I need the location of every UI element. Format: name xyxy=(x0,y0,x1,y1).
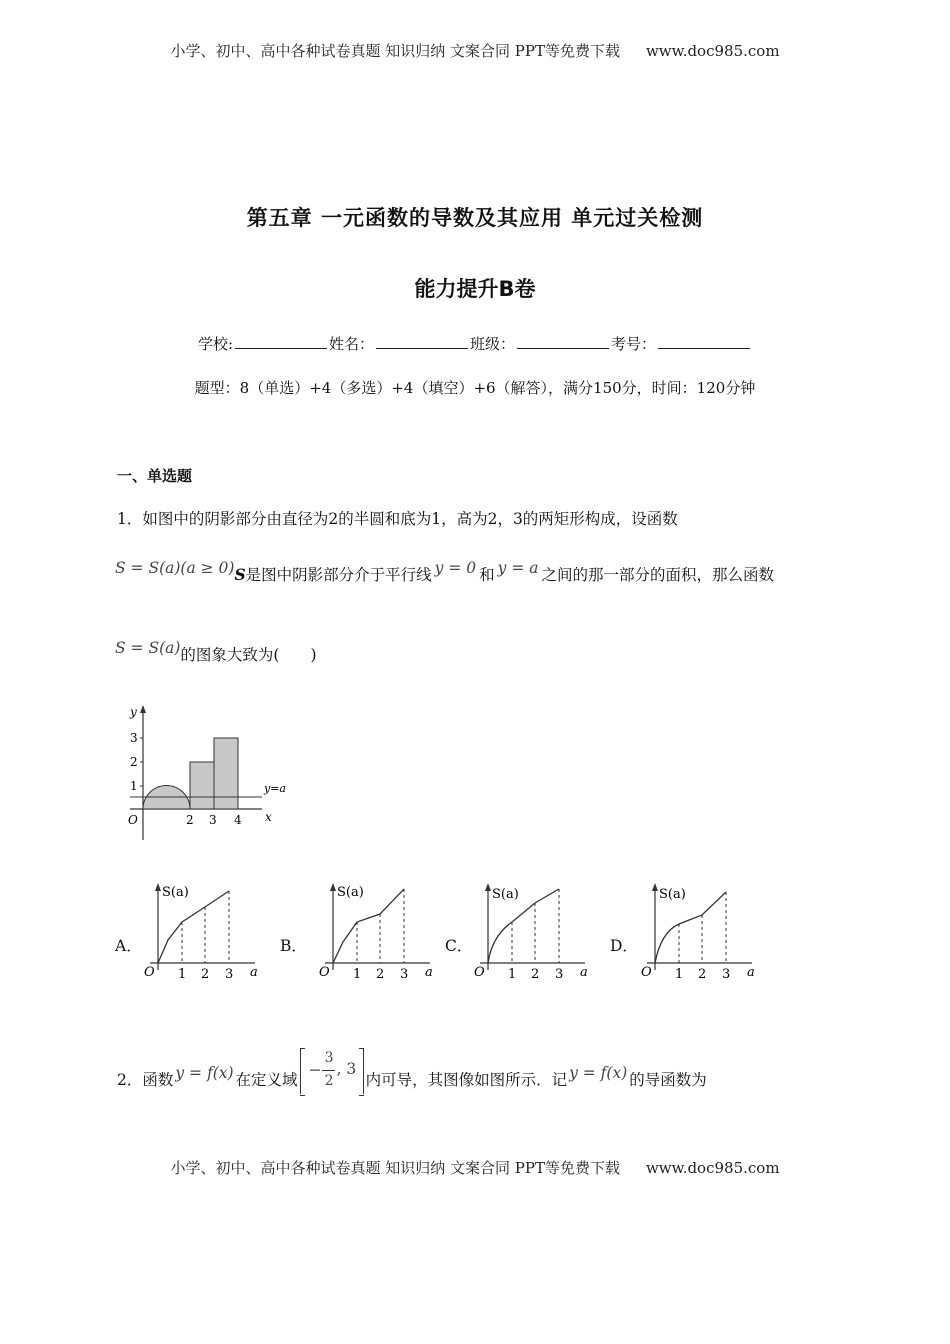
opt-d-tick-3: 3 xyxy=(722,967,731,982)
option-c-graph[interactable] xyxy=(470,880,600,982)
opt-b-xlabel: a xyxy=(425,965,433,980)
school-label: 学校: xyxy=(197,335,233,353)
page-title: 第五章 一元函数的导数及其应用 单元过关检测 xyxy=(246,206,704,230)
opt-d-tick-1: 1 xyxy=(675,967,684,982)
footer-site[interactable]: www.doc985.com xyxy=(645,1159,780,1177)
section-heading: 一、单选题 xyxy=(117,467,193,485)
opt-d-y-arrow xyxy=(652,883,658,891)
q1-figure xyxy=(112,700,302,845)
q2-line1 xyxy=(117,1050,707,1104)
opt-c-y-arrow xyxy=(485,883,491,891)
page-header xyxy=(0,40,950,61)
figure-y-tick-label-2: 2 xyxy=(130,755,138,769)
q1-s-var: S xyxy=(234,565,246,584)
student-info-line xyxy=(0,333,950,354)
opt-b-y-arrow xyxy=(330,883,336,891)
opt-b-tick-2: 2 xyxy=(376,967,385,982)
q2-bracket-right xyxy=(359,1048,364,1096)
opt-b-curve xyxy=(333,889,404,963)
figure-y-arrow xyxy=(140,705,146,713)
opt-c-tick-2: 2 xyxy=(531,967,540,982)
opt-b-origin: O xyxy=(319,965,330,980)
page-subtitle: 能力提升B卷 xyxy=(414,277,536,301)
q2-text3: 的导函数为 xyxy=(629,1071,707,1089)
q1-math-ya: y = a xyxy=(497,559,539,577)
q1-line3 xyxy=(115,639,317,665)
figure-y-tick-label-3: 3 xyxy=(130,731,138,745)
class-label: 班级： xyxy=(470,335,516,353)
q2-interval xyxy=(300,1048,364,1094)
q1-math-y0: y = 0 xyxy=(434,559,477,577)
opt-c-tick-1: 1 xyxy=(508,967,517,982)
q1-text-and: 和 xyxy=(479,566,495,584)
figure-line-label: y=a xyxy=(264,782,286,795)
opt-a-xlabel: a xyxy=(250,965,258,980)
figure-x-label: x xyxy=(265,810,272,824)
q1-math-s2: S = S(a) xyxy=(115,639,181,657)
opt-a-y-arrow xyxy=(155,883,161,891)
figure-x-tick-label-2: 2 xyxy=(186,813,194,827)
q1-line2 xyxy=(115,559,775,585)
q2-text2: 内可导，其图像如图所示．记 xyxy=(365,1071,568,1089)
option-b-label[interactable]: B． xyxy=(280,937,307,955)
figure-x-tick-label-4: 4 xyxy=(234,813,242,827)
opt-b-tick-1: 1 xyxy=(353,967,362,982)
class-blank[interactable] xyxy=(517,334,609,349)
opt-a-tick-3: 3 xyxy=(225,967,234,982)
q2-text1: 在定义域 xyxy=(235,1071,298,1089)
opt-d-origin: O xyxy=(641,965,652,980)
q1-line1: 1．如图中的阴影部分由直径为2的半圆和底为1，高为2，3的两矩形构成，设函数 xyxy=(117,510,678,528)
figure-y-label: y xyxy=(130,705,137,719)
q2-interval-num: 3 xyxy=(324,1050,334,1066)
opt-c-tick-3: 3 xyxy=(555,967,564,982)
opt-d-curve xyxy=(655,892,726,963)
option-b-graph[interactable] xyxy=(315,880,445,982)
q1-math-s: S = S(a)(a ≥ 0) xyxy=(115,559,235,577)
opt-a-curve xyxy=(158,891,229,963)
option-d-graph[interactable] xyxy=(637,880,767,982)
option-a-label[interactable]: A． xyxy=(115,937,142,955)
opt-a-tick-2: 2 xyxy=(201,967,210,982)
opt-a-ylabel: S(a) xyxy=(162,885,189,900)
opt-c-xlabel: a xyxy=(580,965,588,980)
exam-no-label: 考号： xyxy=(611,335,657,353)
option-a-graph[interactable] xyxy=(140,880,270,982)
q1-text2: 是图中阴影部分介于平行线 xyxy=(245,566,432,584)
q2-bracket-left xyxy=(300,1048,305,1096)
footer-text: 小学、初中、高中各种试卷真题 知识归纳 文案合同 PPT等免费下载 xyxy=(170,1159,620,1177)
option-c-label[interactable]: C． xyxy=(445,937,473,955)
figure-rect-height-2 xyxy=(190,762,214,809)
q2-interval-end: , 3 xyxy=(336,1060,357,1078)
name-label: 姓名： xyxy=(329,335,375,353)
opt-d-ylabel: S(a) xyxy=(659,887,686,902)
q1-text3: 之间的那一部分的面积，那么函数 xyxy=(541,566,775,584)
figure-origin-label: O xyxy=(128,813,138,827)
q2-prefix: 2．函数 xyxy=(117,1071,174,1089)
q2-interval-minus: − xyxy=(308,1061,322,1079)
question-type-line: 题型：8（单选）+4（多选）+4（填空）+6（解答），满分150分，时间：120分钟 xyxy=(194,379,756,397)
page-footer xyxy=(0,1157,950,1178)
opt-a-tick-1: 1 xyxy=(178,967,187,982)
figure-rect-height-3 xyxy=(214,738,238,809)
exam-no-blank[interactable] xyxy=(658,334,750,349)
q2-interval-den: 2 xyxy=(324,1073,334,1089)
header-site[interactable]: www.doc985.com xyxy=(645,42,780,60)
school-blank[interactable] xyxy=(235,334,327,349)
q2-math-f: y = f(x) xyxy=(175,1064,234,1082)
q1-text4: 的图象大致为( ) xyxy=(180,646,317,664)
name-blank[interactable] xyxy=(376,334,468,349)
option-d-label[interactable]: D． xyxy=(610,937,638,955)
q2-fraction-bar xyxy=(322,1070,335,1071)
opt-a-origin: O xyxy=(144,965,155,980)
opt-b-tick-3: 3 xyxy=(400,967,409,982)
opt-c-ylabel: S(a) xyxy=(492,887,519,902)
opt-d-tick-2: 2 xyxy=(698,967,707,982)
q2-math-f2: y = f(x) xyxy=(569,1064,628,1082)
figure-x-tick-label-3: 3 xyxy=(209,813,217,827)
figure-y-tick-label-1: 1 xyxy=(130,779,138,793)
opt-b-ylabel: S(a) xyxy=(337,885,364,900)
opt-d-xlabel: a xyxy=(747,965,755,980)
header-text: 小学、初中、高中各种试卷真题 知识归纳 文案合同 PPT等免费下载 xyxy=(170,42,620,60)
opt-c-origin: O xyxy=(474,965,485,980)
